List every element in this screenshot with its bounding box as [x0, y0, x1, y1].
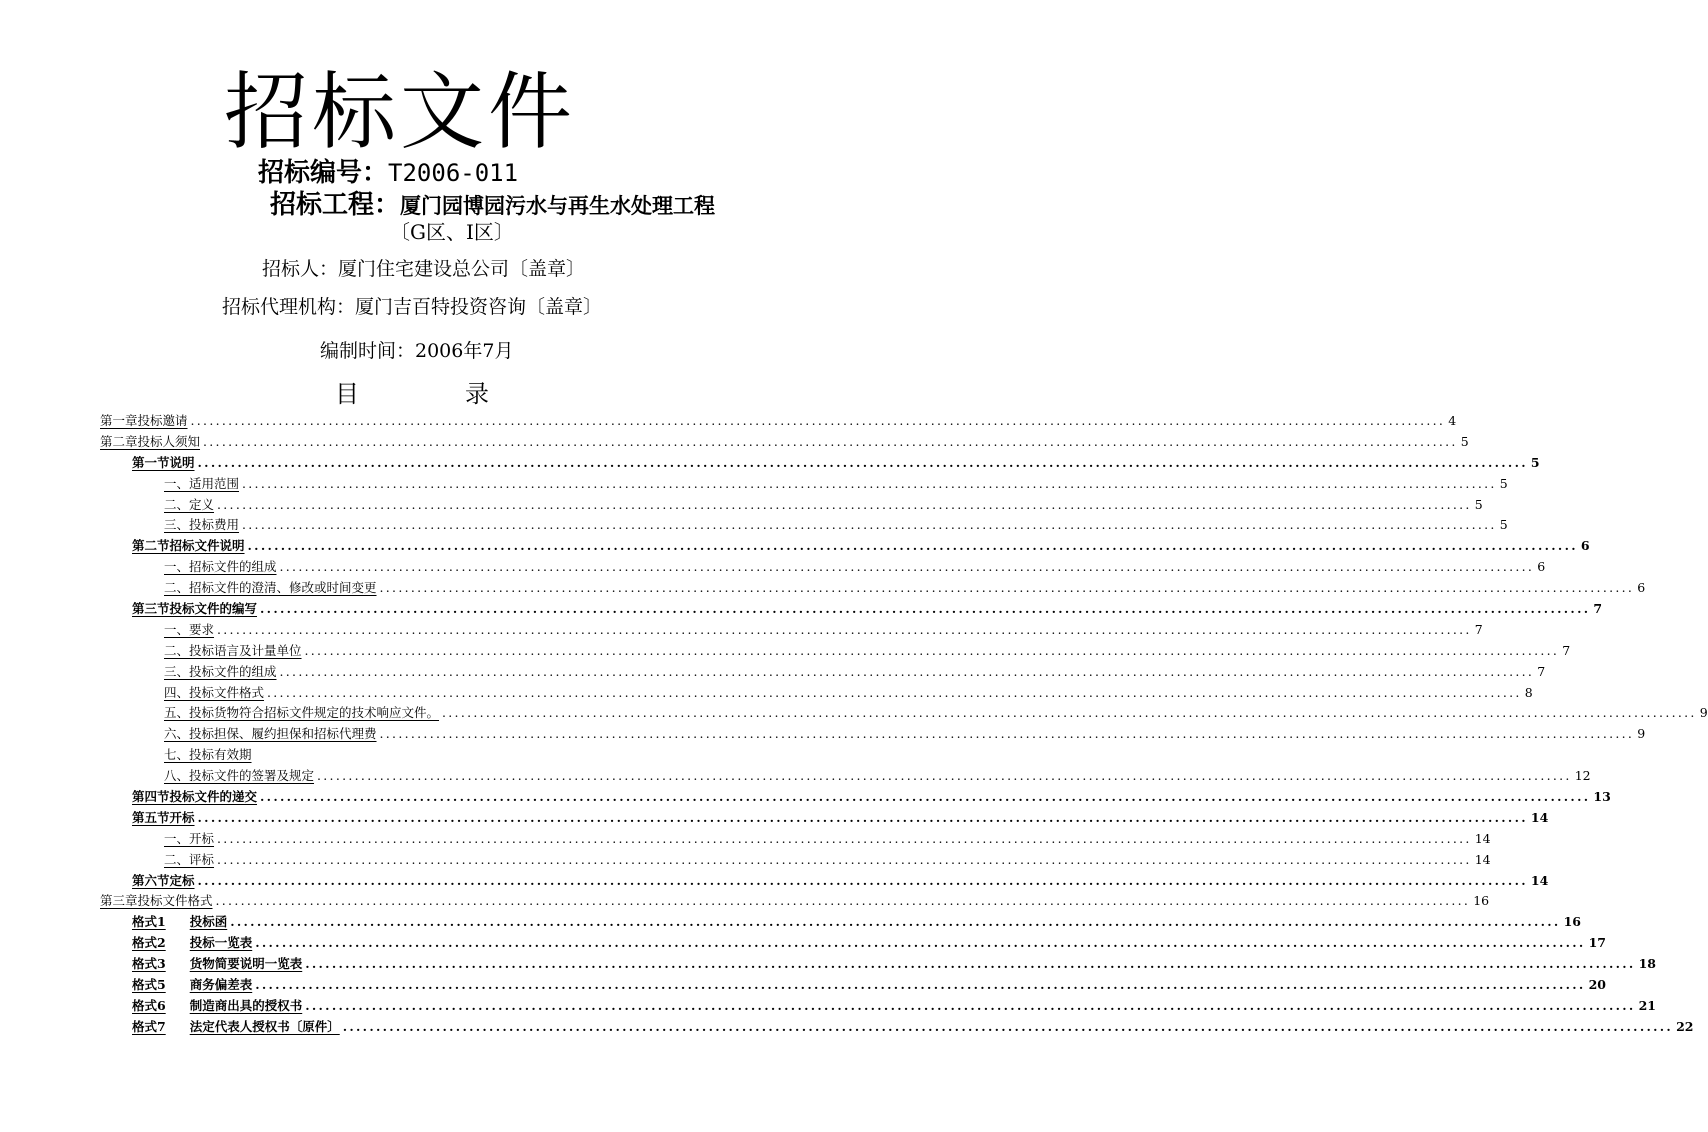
- toc-leader-dots: ........................................................................................................................................................................................................: [260, 601, 1591, 617]
- toc-leader-dots: ........................................................................................................................................................................................................: [247, 538, 1578, 554]
- toc-entry-label: 格式3: [132, 956, 166, 972]
- toc-entry-page: 16: [1473, 893, 1490, 909]
- toc-leader-dots: ........................................................................................................................................................................................................: [217, 621, 1472, 637]
- toc-entry-title[interactable]: [164, 578, 377, 599]
- toc-leader-dots: ........................................................................................................................................................................................................: [305, 997, 1636, 1013]
- toc-entry-label: 四、投标文件格式: [164, 684, 265, 700]
- toc-leader-dots: ........................................................................................................................................................................................................: [197, 872, 1528, 888]
- toc-entry-page: 5: [1474, 496, 1483, 512]
- toc-entry-subtitle: 投标函: [189, 914, 228, 930]
- toc-entry-label: 五、投标货物符合招标文件规定的技术响应文件。: [164, 705, 440, 721]
- toc-entry[interactable]: [0, 766, 1591, 787]
- toc-entry-label: 三、投标费用: [164, 517, 240, 533]
- toc-leader-dots: ........................................................................................................................................................................................................: [379, 580, 1635, 596]
- toc-entry-page: 7: [1537, 663, 1546, 679]
- toc-entry-label: 一、开标: [164, 830, 215, 846]
- bid-number: [258, 156, 518, 190]
- toc-leader-dots: ........................................................................................................................................................................................................: [190, 413, 1446, 428]
- toc-entry-title[interactable]: [164, 745, 252, 766]
- toc-entry-label: 第一章投标邀请: [100, 413, 188, 428]
- toc-entry-title[interactable]: [164, 724, 377, 745]
- toc-entry[interactable]: [0, 996, 1656, 1017]
- toc-leader-dots: ........................................................................................................................................................................................................: [230, 914, 1561, 930]
- toc-entry-subtitle: 商务偏差表: [189, 977, 253, 993]
- toc-leader-dots: ........................................................................................................................................................................................................: [267, 684, 1522, 700]
- toc-heading-char-2: 录: [465, 380, 489, 408]
- toc-entry-title[interactable]: [164, 620, 214, 641]
- toc-entry[interactable]: [0, 1017, 1694, 1038]
- toc-entry-page: 4: [1448, 413, 1457, 428]
- toc-entry-title[interactable]: [132, 912, 227, 933]
- tenderer-line: 招标人：厦门住宅建设总公司〔盖章〕: [262, 258, 586, 280]
- toc-entry-title[interactable]: [164, 495, 214, 516]
- toc-entry[interactable]: [0, 912, 1581, 933]
- toc-entry[interactable]: [0, 453, 1540, 474]
- toc-entry-label: 二、投标语言及计量单位: [164, 642, 302, 658]
- toc-entry-label: 格式7: [132, 1018, 166, 1034]
- toc-entry-page: 16: [1563, 914, 1581, 930]
- toc-entry-subtitle: 货物简要说明一览表: [189, 956, 303, 972]
- toc-entry-page: 7: [1474, 621, 1483, 637]
- toc-entry-title[interactable]: [132, 933, 252, 954]
- toc-leader-dots: ........................................................................................................................................................................................................: [217, 851, 1472, 867]
- toc-entry-title[interactable]: [100, 432, 200, 453]
- toc-entry-label: 格式2: [132, 935, 166, 951]
- toc-leader-dots: ........................................................................................................................................................................................................: [242, 475, 1497, 491]
- toc-entry[interactable]: [0, 557, 1546, 578]
- toc-entry-page: 6: [1637, 580, 1646, 596]
- toc-leader-dots: ........................................................................................................................................................................................................: [442, 705, 1697, 721]
- toc-leader-dots: ........................................................................................................................................................................................................: [317, 768, 1572, 784]
- toc-entry-title[interactable]: [164, 515, 239, 536]
- toc-entry-label: 格式6: [132, 997, 166, 1013]
- agency-line: 招标代理机构：厦门吉百特投资咨询〔盖章〕: [222, 296, 603, 318]
- toc-entry-title[interactable]: [164, 766, 314, 787]
- toc-entry[interactable]: [0, 474, 1508, 495]
- toc-entry-label: 三、投标文件的组成: [164, 663, 277, 679]
- toc-entry-page: 7: [1562, 642, 1571, 658]
- toc-entry-title[interactable]: [132, 536, 245, 557]
- toc-entry-page: 7: [1593, 601, 1603, 617]
- toc-leader-dots: ........................................................................................................................................................................................................: [260, 789, 1591, 805]
- toc-entry-page: 12: [1574, 768, 1591, 784]
- toc-entry[interactable]: [0, 808, 1549, 829]
- toc-entry[interactable]: [0, 829, 1491, 850]
- toc-leader-dots: ........................................................................................................................................................................................................: [197, 454, 1528, 470]
- toc-entry-title[interactable]: [164, 641, 302, 662]
- toc-entry-page: 9: [1699, 705, 1708, 721]
- toc-entry[interactable]: [0, 515, 1508, 536]
- toc-entry-title[interactable]: [132, 787, 257, 808]
- toc-entry[interactable]: [0, 599, 1603, 620]
- toc-entry-subtitle: 制造商出具的授权书: [189, 997, 303, 1013]
- toc-entry-label: 第六节定标: [132, 872, 195, 888]
- toc-entry-title[interactable]: [132, 996, 302, 1017]
- toc-entry[interactable]: [0, 933, 1606, 954]
- toc-entry[interactable]: [0, 871, 1549, 892]
- toc-entry-page: 17: [1588, 935, 1606, 951]
- toc-entry[interactable]: [0, 495, 1483, 516]
- toc-entry-title[interactable]: [100, 411, 188, 432]
- toc-entry-title[interactable]: [132, 954, 302, 975]
- toc-leader-dots: ........................................................................................................................................................................................................: [203, 433, 1458, 449]
- toc-entry-title[interactable]: [132, 1017, 340, 1038]
- toc-entry-page: 14: [1530, 809, 1549, 825]
- toc-entry-title[interactable]: [164, 474, 239, 495]
- toc-leader-dots: ........................................................................................................................................................................................................: [279, 559, 1535, 575]
- toc-leader-dots: ........................................................................................................................................................................................................: [197, 809, 1528, 825]
- toc-leader-dots: ........................................................................................................................................................................................................: [217, 830, 1472, 846]
- toc-entry-subtitle: 投标一览表: [189, 935, 253, 951]
- toc-entry-label: 二、评标: [164, 851, 215, 867]
- toc-entry[interactable]: [0, 954, 1656, 975]
- toc-entry[interactable]: [0, 850, 1491, 871]
- project-label: 招标工程：: [270, 190, 401, 220]
- toc-entry-label: 七、投标有效期: [164, 747, 252, 763]
- toc-entry[interactable]: [0, 662, 1546, 683]
- toc-entry-title[interactable]: [100, 891, 213, 912]
- toc-entry-page: 21: [1638, 997, 1656, 1013]
- project-value: 厦门园博园污水与再生水处理工程: [400, 193, 716, 218]
- toc-leader-dots: ........................................................................................................................................................................................................: [215, 893, 1471, 909]
- toc-entry-title[interactable]: [132, 808, 195, 829]
- toc-entry-page: 14: [1474, 851, 1491, 867]
- toc-entry-label: 第一节说明: [132, 454, 195, 470]
- toc-leader-dots: ........................................................................................................................................................................................................: [279, 663, 1535, 679]
- toc-entry-label: 第二节招标文件说明: [132, 538, 245, 554]
- toc-entry-label: 第四节投标文件的递交: [132, 789, 258, 805]
- toc-entry-title[interactable]: [164, 829, 214, 850]
- toc-entry-label: 六、投标担保、履约担保和招标代理费: [164, 726, 377, 742]
- table-of-contents: [0, 411, 1708, 1038]
- toc-entry-page: 18: [1638, 956, 1656, 972]
- toc-leader-dots: ........................................................................................................................................................................................................: [255, 977, 1586, 993]
- toc-entry-subtitle: 法定代表人授权书〔原件〕: [189, 1018, 340, 1034]
- toc-entry-label: 第二章投标人须知: [100, 433, 201, 449]
- toc-leader-dots: ........................................................................................................................................................................................................: [242, 517, 1497, 533]
- document-title: 招标文件: [223, 63, 576, 161]
- toc-leader-dots: ........................................................................................................................................................................................................: [255, 935, 1586, 951]
- toc-entry-title[interactable]: [132, 453, 195, 474]
- toc-entry-page: 6: [1537, 559, 1546, 575]
- toc-entry[interactable]: [0, 724, 1646, 745]
- toc-entry-label: 八、投标文件的签署及规定: [164, 768, 315, 784]
- toc-entry-page: 14: [1474, 830, 1491, 846]
- toc-entry-label: 格式5: [132, 977, 166, 993]
- toc-entry-page: 5: [1499, 517, 1508, 533]
- toc-entry-label: 第三章投标文件格式: [100, 893, 213, 909]
- toc-entry[interactable]: [0, 891, 1490, 912]
- toc-entry-page: 5: [1499, 475, 1508, 491]
- project-zones: 〔G区、I区〕: [390, 220, 514, 244]
- toc-entry-page: 5: [1460, 433, 1469, 449]
- toc-entry[interactable]: [0, 975, 1606, 996]
- toc-entry-page: 14: [1530, 872, 1549, 888]
- toc-entry-title[interactable]: [164, 662, 277, 683]
- toc-leader-dots: ........................................................................................................................................................................................................: [304, 642, 1560, 658]
- toc-entry-label: 第五节开标: [132, 809, 195, 825]
- toc-entry-title[interactable]: [132, 599, 257, 620]
- toc-entry-label: 格式1: [132, 914, 166, 930]
- compile-date: 编制时间：2006年7月: [320, 340, 514, 362]
- toc-leader-dots: ........................................................................................................................................................................................................: [342, 1018, 1674, 1034]
- toc-entry[interactable]: [0, 787, 1611, 808]
- toc-entry-title[interactable]: [164, 683, 264, 704]
- toc-entry-label: 第三节投标文件的编写: [132, 601, 258, 617]
- toc-entry[interactable]: [0, 411, 1457, 432]
- toc-entry-label: 二、定义: [164, 496, 215, 512]
- toc-entry[interactable]: [0, 432, 1469, 453]
- toc-entry[interactable]: [0, 578, 1646, 599]
- toc-entry-title[interactable]: [164, 703, 439, 724]
- toc-leader-dots: ........................................................................................................................................................................................................: [305, 956, 1636, 972]
- toc-leader-dots: ........................................................................................................................................................................................................: [379, 726, 1635, 742]
- toc-entry-title[interactable]: [164, 557, 277, 578]
- toc-entry[interactable]: [0, 536, 1590, 557]
- toc-entry[interactable]: [0, 620, 1483, 641]
- toc-entry-page: 13: [1593, 789, 1611, 805]
- toc-heading: [0, 374, 800, 408]
- toc-entry-page: 20: [1588, 977, 1606, 993]
- toc-entry-page: 5: [1530, 454, 1540, 470]
- toc-entry[interactable]: [0, 641, 1571, 662]
- toc-entry-page: 8: [1524, 684, 1533, 700]
- toc-entry-label: 一、要求: [164, 621, 215, 637]
- toc-heading-char-1: 目: [335, 380, 359, 408]
- toc-entry[interactable]: [0, 745, 800, 766]
- bid-number-value: T2006-011: [388, 159, 519, 187]
- toc-entry-label: 一、招标文件的组成: [164, 559, 277, 575]
- toc-entry[interactable]: [0, 703, 1708, 724]
- bid-number-label: 招标编号：: [258, 158, 389, 188]
- toc-leader-dots: ........................................................................................................................................................................................................: [217, 496, 1472, 512]
- toc-entry-label: 二、招标文件的澄清、修改或时间变更: [164, 580, 377, 596]
- toc-entry-label: 一、适用范围: [164, 475, 240, 491]
- toc-entry-page: 6: [1580, 538, 1590, 554]
- toc-entry-title[interactable]: [164, 850, 214, 871]
- toc-entry-page: 9: [1637, 726, 1646, 742]
- toc-entry-title[interactable]: [132, 871, 195, 892]
- toc-entry-title[interactable]: [132, 975, 252, 996]
- toc-entry-page: 22: [1676, 1018, 1694, 1034]
- toc-entry[interactable]: [0, 683, 1533, 704]
